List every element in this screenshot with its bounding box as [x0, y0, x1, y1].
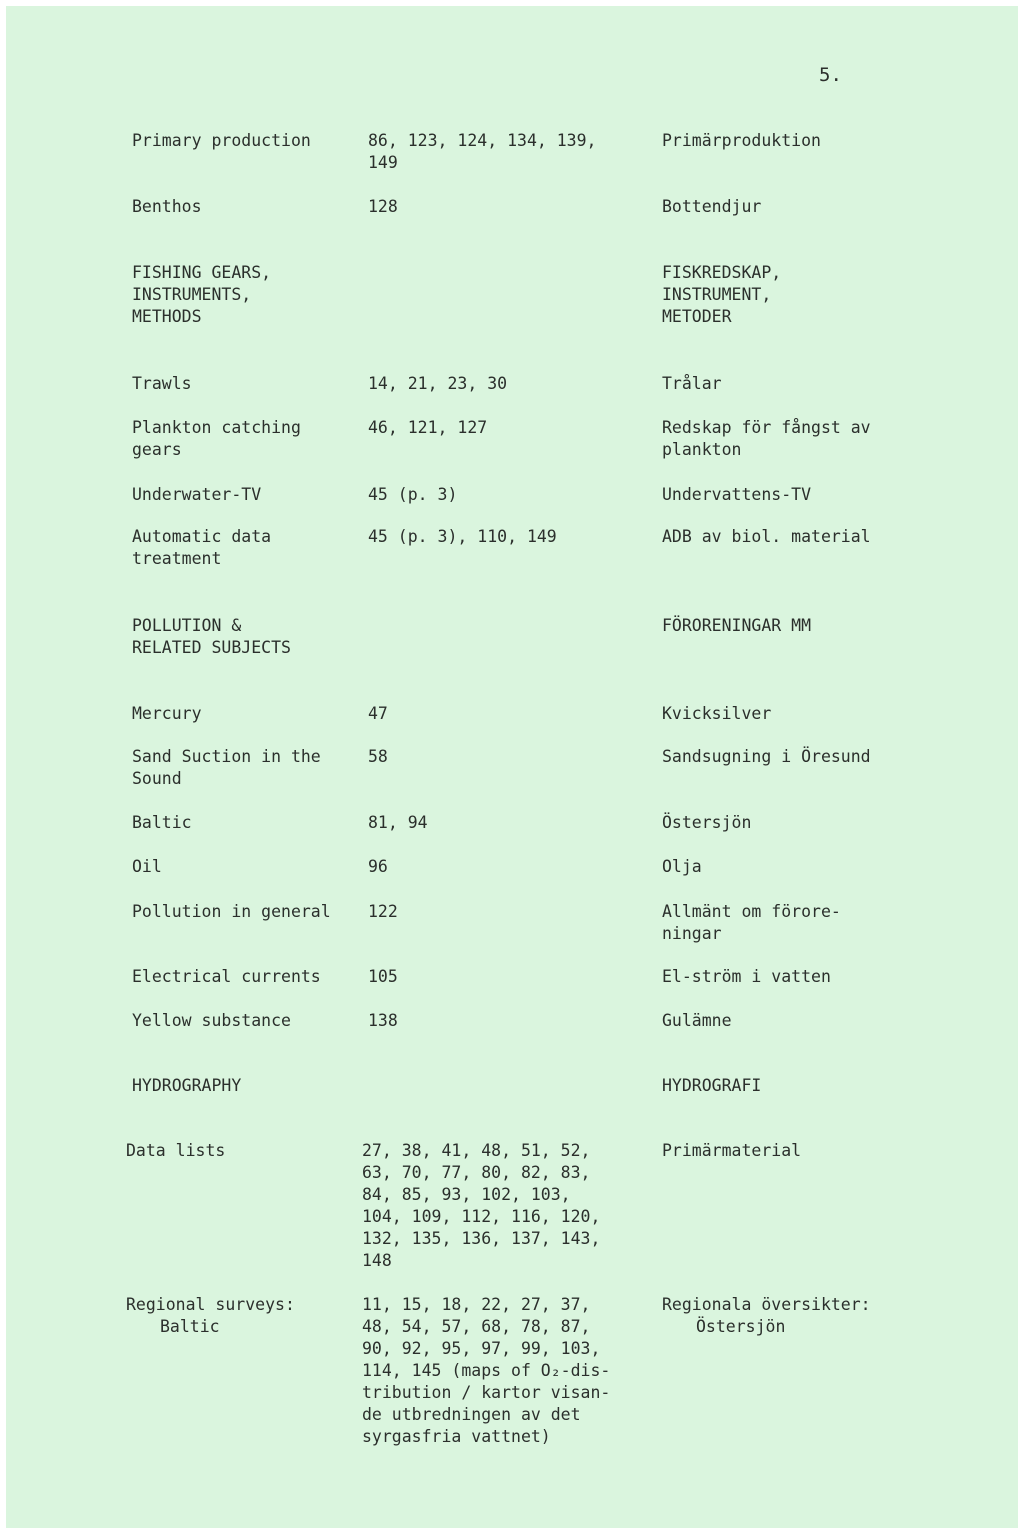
- page-references: 46, 121, 127: [368, 418, 488, 437]
- subject-sv: Primärproduktion: [662, 131, 821, 150]
- subject-sv: Regionala översikter: Östersjön: [662, 1295, 871, 1336]
- subject-en: Data lists: [126, 1141, 226, 1160]
- subject-en: Primary production: [132, 131, 311, 150]
- subject-en: Oil: [132, 857, 162, 876]
- subject-en: Sand Suction in the Sound: [132, 747, 321, 788]
- subject-en: Mercury: [132, 704, 202, 723]
- subject-sv: Östersjön: [662, 813, 752, 832]
- page-references: 138: [368, 1011, 398, 1030]
- page-references: 58: [368, 747, 388, 766]
- page-references: 105: [368, 967, 398, 986]
- page-references: 14, 21, 23, 30: [368, 374, 508, 393]
- section-heading-sv: FÖRORENINGAR MM: [662, 616, 812, 635]
- document-page: [6, 6, 1018, 1528]
- page-references: 27, 38, 41, 48, 51, 52, 63, 70, 77, 80, 82, 83, 84, 85, 93, 102, 103, 104, 109, 112, 116, 120, 132, 135, 136, 137, 143, 148: [362, 1141, 601, 1270]
- subject-sv: Primärmaterial: [662, 1141, 802, 1160]
- subject-en: Benthos: [132, 197, 202, 216]
- subject-sv: Olja: [662, 857, 702, 876]
- subject-sv: Redskap för fångst av plankton: [662, 418, 871, 459]
- page-references: 96: [368, 857, 388, 876]
- section-heading-en: HYDROGRAPHY: [132, 1076, 242, 1095]
- subject-en: Plankton catching gears: [132, 418, 301, 459]
- page-references: 47: [368, 704, 388, 723]
- section-heading-en: POLLUTION & RELATED SUBJECTS: [132, 616, 291, 657]
- section-heading-sv: FISKREDSKAP, INSTRUMENT, METODER: [662, 263, 782, 326]
- page-references: 122: [368, 902, 398, 921]
- subject-en: Yellow substance: [132, 1011, 291, 1030]
- subject-sv: Gulämne: [662, 1011, 732, 1030]
- subject-en: Automatic data treatment: [132, 527, 272, 568]
- subject-en: Electrical currents: [132, 967, 321, 986]
- subject-en: Underwater-TV: [132, 485, 262, 504]
- page-references: 128: [368, 197, 398, 216]
- subject-sv: Sandsugning i Öresund: [662, 747, 871, 766]
- page-references: 45 (p. 3), 110, 149: [368, 527, 557, 546]
- subject-sv: Allmänt om förore- ningar: [662, 902, 841, 943]
- subject-sv: Trålar: [662, 374, 722, 393]
- subject-sv: Kvicksilver: [662, 704, 772, 723]
- section-heading-sv: HYDROGRAFI: [662, 1076, 762, 1095]
- subject-en: Baltic: [132, 813, 192, 832]
- subject-sv: Bottendjur: [662, 197, 762, 216]
- subject-en: Pollution in general: [132, 902, 331, 921]
- page-references: 86, 123, 124, 134, 139, 149: [368, 131, 597, 172]
- subject-sv: El-ström i vatten: [662, 967, 831, 986]
- subject-sv: Undervattens-TV: [662, 485, 812, 504]
- subject-sv: ADB av biol. material: [662, 527, 871, 546]
- subject-en: Trawls: [132, 374, 192, 393]
- page-number: 5.: [819, 64, 842, 86]
- section-heading-en: FISHING GEARS, INSTRUMENTS, METHODS: [132, 263, 272, 326]
- page-references: 45 (p. 3): [368, 485, 458, 504]
- page-references: 11, 15, 18, 22, 27, 37, 48, 54, 57, 68, 78, 87, 90, 92, 95, 97, 99, 103, 114, 145 (maps of O₂-dis- tribution / kartor visan- de utbredningen av det syrgasfria vattnet): [362, 1295, 611, 1446]
- page-references: 81, 94: [368, 813, 428, 832]
- subject-en: Regional surveys: Baltic: [126, 1295, 295, 1336]
